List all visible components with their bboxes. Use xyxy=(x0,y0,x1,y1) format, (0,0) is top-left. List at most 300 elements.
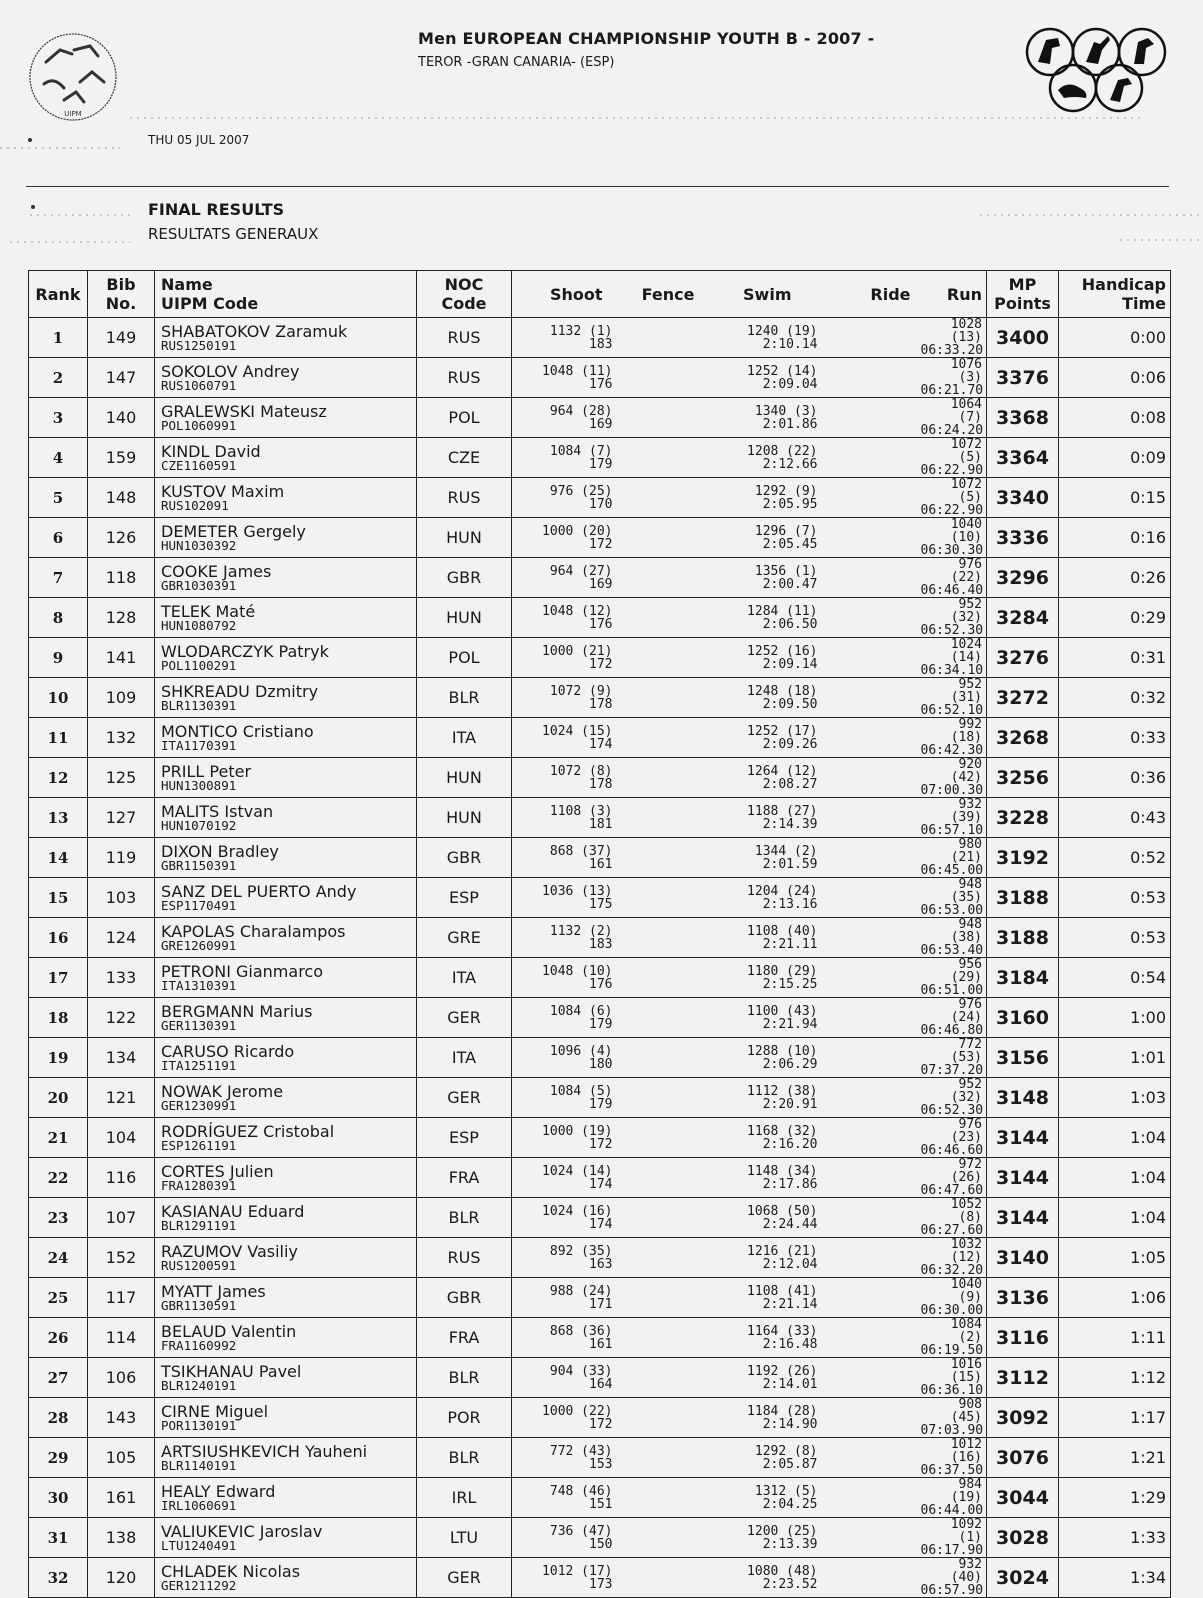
cell-shoot xyxy=(512,1158,617,1198)
cell-handicap: 0:32 xyxy=(1059,678,1171,718)
cell-ride xyxy=(822,438,917,478)
cell-run xyxy=(917,1398,987,1438)
cell-fence xyxy=(617,478,707,518)
cell-mp-points: 3112 xyxy=(987,1358,1059,1398)
cell-handicap: 0:53 xyxy=(1059,878,1171,918)
cell-fence xyxy=(617,838,707,878)
cell-ride xyxy=(822,758,917,798)
cell-run xyxy=(917,958,987,998)
col-noc-line2: Code xyxy=(441,294,487,313)
table-row xyxy=(29,798,1171,838)
cell-shoot xyxy=(512,678,617,718)
cell-noc: BLR xyxy=(417,678,512,718)
cell-ride xyxy=(822,1278,917,1318)
cell-mp-points: 3188 xyxy=(987,918,1059,958)
cell-name xyxy=(155,798,417,838)
run-score: 1024 (14) xyxy=(950,637,982,665)
cell-rank: 3 xyxy=(29,398,88,438)
shoot-points: 179 xyxy=(589,456,613,472)
swim-score: 1288 (10) xyxy=(747,1043,818,1059)
uipm-code: BLR1291191 xyxy=(161,1217,237,1233)
cell-bib: 125 xyxy=(88,758,155,798)
shoot-score: 1072 (8) xyxy=(549,763,613,779)
cell-rank: 4 xyxy=(29,438,88,478)
run-time: 06:42.30 xyxy=(920,743,984,758)
run-time: 06:22.90 xyxy=(920,463,984,478)
cell-noc: GER xyxy=(417,998,512,1038)
swim-time: 2:17.86 xyxy=(762,1176,818,1192)
cell-ride xyxy=(822,1078,917,1118)
swim-score: 1284 (11) xyxy=(747,603,818,619)
swim-score: 1168 (32) xyxy=(747,1123,818,1139)
cell-swim xyxy=(707,878,822,918)
cell-ride xyxy=(822,358,917,398)
cell-mp-points: 3272 xyxy=(987,678,1059,718)
uipm-code: POL1100291 xyxy=(161,657,237,673)
run-score: 1072 (5) xyxy=(950,437,982,465)
cell-shoot xyxy=(512,758,617,798)
cell-name xyxy=(155,478,417,518)
uipm-code: HUN1070192 xyxy=(161,817,237,833)
run-score: 948 (35) xyxy=(950,877,982,905)
col-bib-line1: Bib xyxy=(106,275,136,294)
cell-name xyxy=(155,558,417,598)
shoot-points: 176 xyxy=(589,376,613,392)
logo-text: UIPM xyxy=(64,110,82,118)
cell-handicap: 0:54 xyxy=(1059,958,1171,998)
cell-bib: 107 xyxy=(88,1198,155,1238)
cell-ride xyxy=(822,998,917,1038)
cell-fence xyxy=(617,1318,707,1358)
cell-run xyxy=(917,1278,987,1318)
cell-shoot xyxy=(512,318,617,358)
cell-run xyxy=(917,438,987,478)
cell-shoot xyxy=(512,1118,617,1158)
athlete-name: WLODARCZYK Patryk xyxy=(161,641,329,661)
cell-run xyxy=(917,478,987,518)
swim-score: 1192 (26) xyxy=(747,1363,818,1379)
shoot-score: 1012 (17) xyxy=(542,1563,613,1579)
shoot-points: 161 xyxy=(589,1336,613,1352)
shoot-score: 868 (36) xyxy=(549,1323,613,1339)
cell-fence xyxy=(617,1238,707,1278)
cell-noc: BLR xyxy=(417,1438,512,1478)
table-row xyxy=(29,598,1171,638)
event-date: THU 05 JUL 2007 xyxy=(148,133,250,147)
cell-run xyxy=(917,918,987,958)
cell-name xyxy=(155,518,417,558)
cell-rank: 26 xyxy=(29,1318,88,1358)
cell-swim xyxy=(707,318,822,358)
cell-noc: BLR xyxy=(417,1198,512,1238)
cell-ride xyxy=(822,598,917,638)
shoot-points: 163 xyxy=(589,1256,613,1272)
cell-name xyxy=(155,358,417,398)
cell-fence xyxy=(617,718,707,758)
swim-score: 1204 (24) xyxy=(747,883,818,899)
cell-rank: 16 xyxy=(29,918,88,958)
cell-rank: 2 xyxy=(29,358,88,398)
cell-ride xyxy=(822,638,917,678)
cell-mp-points: 3228 xyxy=(987,798,1059,838)
run-score: 1040 (9) xyxy=(950,1277,982,1305)
cell-bib: 138 xyxy=(88,1518,155,1558)
run-time: 06:46.60 xyxy=(920,1143,984,1158)
cell-name xyxy=(155,1518,417,1558)
cell-run xyxy=(917,1518,987,1558)
table-row xyxy=(29,878,1171,918)
cell-ride xyxy=(822,798,917,838)
cell-bib: 126 xyxy=(88,518,155,558)
cell-mp-points: 3024 xyxy=(987,1558,1059,1598)
table-row xyxy=(29,1038,1171,1078)
cell-rank: 12 xyxy=(29,758,88,798)
cell-ride xyxy=(822,918,917,958)
table-row xyxy=(29,1198,1171,1238)
cell-ride xyxy=(822,1118,917,1158)
uipm-code: ESP1170491 xyxy=(161,897,237,913)
shoot-points: 171 xyxy=(589,1296,613,1312)
cell-mp-points: 3192 xyxy=(987,838,1059,878)
athlete-name: KASIANAU Eduard xyxy=(161,1201,305,1221)
run-time: 06:46.80 xyxy=(920,1023,984,1038)
cell-noc: BLR xyxy=(417,1358,512,1398)
run-time: 06:37.50 xyxy=(920,1463,984,1478)
cell-bib: 161 xyxy=(88,1478,155,1518)
swim-score: 1356 (1) xyxy=(754,563,818,579)
shoot-points: 172 xyxy=(589,1416,613,1432)
cell-noc: LTU xyxy=(417,1518,512,1558)
swim-time: 2:12.66 xyxy=(762,456,818,472)
swim-score: 1184 (28) xyxy=(747,1403,818,1419)
cell-ride xyxy=(822,1478,917,1518)
header-divider xyxy=(26,186,1169,187)
cell-run xyxy=(917,518,987,558)
swim-score: 1248 (18) xyxy=(747,683,818,699)
shoot-score: 1132 (1) xyxy=(549,323,613,339)
athlete-name: ARTSIUSHKEVICH Yauheni xyxy=(161,1441,368,1461)
cell-bib: 114 xyxy=(88,1318,155,1358)
cell-fence xyxy=(617,1158,707,1198)
run-time: 06:36.10 xyxy=(920,1383,984,1398)
cell-rank: 30 xyxy=(29,1478,88,1518)
cell-swim xyxy=(707,438,822,478)
run-score: 952 (31) xyxy=(950,677,982,705)
cell-swim xyxy=(707,1558,822,1598)
cell-mp-points: 3368 xyxy=(987,398,1059,438)
cell-mp-points: 3116 xyxy=(987,1318,1059,1358)
cell-bib: 106 xyxy=(88,1358,155,1398)
cell-name xyxy=(155,1358,417,1398)
athlete-name: SANZ DEL PUERTO Andy xyxy=(161,881,357,901)
cell-rank: 22 xyxy=(29,1158,88,1198)
swim-time: 2:05.87 xyxy=(762,1456,818,1472)
cell-bib: 122 xyxy=(88,998,155,1038)
swim-score: 1188 (27) xyxy=(747,803,818,819)
athlete-name: MYATT James xyxy=(161,1281,266,1301)
run-score: 984 (19) xyxy=(950,1477,982,1505)
athlete-name: PETRONI Gianmarco xyxy=(161,961,324,981)
cell-mp-points: 3144 xyxy=(987,1198,1059,1238)
shoot-score: 988 (24) xyxy=(549,1283,613,1299)
shoot-score: 1048 (11) xyxy=(542,363,613,379)
cell-handicap: 1:00 xyxy=(1059,998,1171,1038)
cell-bib: 116 xyxy=(88,1158,155,1198)
cell-bib: 149 xyxy=(88,318,155,358)
cell-name xyxy=(155,398,417,438)
uipm-code: GBR1150391 xyxy=(161,857,237,873)
uipm-code: GER1230991 xyxy=(161,1097,237,1113)
cell-bib: 127 xyxy=(88,798,155,838)
athlete-name: CHLADEK Nicolas xyxy=(161,1561,301,1581)
cell-run xyxy=(917,638,987,678)
cell-rank: 13 xyxy=(29,798,88,838)
uipm-code: ITA1310391 xyxy=(161,977,237,993)
cell-name xyxy=(155,1478,417,1518)
cell-ride xyxy=(822,398,917,438)
results-heading-fr: RESULTATS GENERAUX xyxy=(148,225,319,243)
cell-mp-points: 3092 xyxy=(987,1398,1059,1438)
swim-score: 1312 (5) xyxy=(754,1483,818,1499)
cell-ride xyxy=(822,1038,917,1078)
cell-ride xyxy=(822,1318,917,1358)
cell-shoot xyxy=(512,1558,617,1598)
cell-ride xyxy=(822,1398,917,1438)
run-time: 06:52.30 xyxy=(920,623,984,638)
athlete-name: BERGMANN Marius xyxy=(161,1001,313,1021)
run-time: 06:53.40 xyxy=(920,943,984,958)
table-row xyxy=(29,318,1171,358)
cell-swim xyxy=(707,358,822,398)
run-score: 1012 (16) xyxy=(950,1437,982,1465)
shoot-points: 183 xyxy=(589,336,613,352)
cell-run xyxy=(917,1438,987,1478)
cell-shoot xyxy=(512,1078,617,1118)
run-score: 1040 (10) xyxy=(950,517,982,545)
cell-shoot xyxy=(512,398,617,438)
swim-score: 1344 (2) xyxy=(754,843,818,859)
col-noc-line1: NOC xyxy=(444,275,484,294)
run-score: 1072 (5) xyxy=(950,477,982,505)
cell-mp-points: 3028 xyxy=(987,1518,1059,1558)
swim-time: 2:12.04 xyxy=(762,1256,818,1272)
cell-noc: RUS xyxy=(417,318,512,358)
cell-handicap: 1:04 xyxy=(1059,1198,1171,1238)
cell-rank: 7 xyxy=(29,558,88,598)
cell-run xyxy=(917,758,987,798)
shoot-points: 176 xyxy=(589,616,613,632)
cell-swim xyxy=(707,558,822,598)
cell-name xyxy=(155,1078,417,1118)
cell-ride xyxy=(822,478,917,518)
cell-run xyxy=(917,878,987,918)
athlete-name: KINDL David xyxy=(161,441,261,461)
cell-mp-points: 3148 xyxy=(987,1078,1059,1118)
run-time: 06:30.30 xyxy=(920,543,984,558)
cell-mp-points: 3400 xyxy=(987,318,1059,358)
cell-handicap: 1:04 xyxy=(1059,1158,1171,1198)
table-row xyxy=(29,1158,1171,1198)
run-score: 976 (22) xyxy=(950,557,982,585)
cell-handicap: 0:26 xyxy=(1059,558,1171,598)
swim-score: 1208 (22) xyxy=(747,443,818,459)
cell-shoot xyxy=(512,998,617,1038)
cell-swim xyxy=(707,958,822,998)
col-rank: Rank xyxy=(29,271,88,318)
run-score: 932 (39) xyxy=(950,797,982,825)
col-mp-points xyxy=(987,271,1059,318)
cell-noc: ITA xyxy=(417,718,512,758)
shoot-points: 178 xyxy=(589,776,613,792)
swim-time: 2:00.47 xyxy=(762,576,818,592)
cell-name xyxy=(155,438,417,478)
run-score: 952 (32) xyxy=(950,597,982,625)
table-row xyxy=(29,1478,1171,1518)
cell-swim xyxy=(707,718,822,758)
swim-time: 2:15.25 xyxy=(762,976,818,992)
run-time: 06:33.20 xyxy=(920,343,984,358)
cell-mp-points: 3276 xyxy=(987,638,1059,678)
uipm-code: HUN1030392 xyxy=(161,537,237,553)
cell-mp-points: 3268 xyxy=(987,718,1059,758)
run-score: 952 (32) xyxy=(950,1077,982,1105)
cell-bib: 134 xyxy=(88,1038,155,1078)
cell-fence xyxy=(617,1438,707,1478)
cell-run xyxy=(917,358,987,398)
cell-handicap: 0:08 xyxy=(1059,398,1171,438)
col-ride: Ride xyxy=(822,271,917,318)
cell-name xyxy=(155,638,417,678)
swim-time: 2:08.27 xyxy=(762,776,818,792)
cell-fence xyxy=(617,518,707,558)
cell-handicap: 0:15 xyxy=(1059,478,1171,518)
cell-fence xyxy=(617,1118,707,1158)
swim-time: 2:05.45 xyxy=(762,536,818,552)
run-time: 06:53.00 xyxy=(920,903,984,918)
cell-fence xyxy=(617,1358,707,1398)
swim-score: 1164 (33) xyxy=(747,1323,818,1339)
athlete-name: VALIUKEVIC Jaroslav xyxy=(161,1521,323,1541)
table-row xyxy=(29,1238,1171,1278)
cell-name xyxy=(155,758,417,798)
cell-run xyxy=(917,1318,987,1358)
cell-run xyxy=(917,718,987,758)
run-time: 06:22.90 xyxy=(920,503,984,518)
cell-noc: HUN xyxy=(417,758,512,798)
swim-time: 2:14.90 xyxy=(762,1416,818,1432)
cell-noc: IRL xyxy=(417,1478,512,1518)
shoot-points: 169 xyxy=(589,576,613,592)
cell-mp-points: 3136 xyxy=(987,1278,1059,1318)
shoot-score: 904 (33) xyxy=(549,1363,613,1379)
shoot-score: 1000 (19) xyxy=(542,1123,613,1139)
cell-rank: 18 xyxy=(29,998,88,1038)
shoot-points: 173 xyxy=(589,1576,613,1592)
cell-shoot xyxy=(512,918,617,958)
cell-swim xyxy=(707,1278,822,1318)
cell-handicap: 0:06 xyxy=(1059,358,1171,398)
run-score: 972 (26) xyxy=(950,1157,982,1185)
cell-swim xyxy=(707,1438,822,1478)
cell-swim xyxy=(707,998,822,1038)
cell-mp-points: 3376 xyxy=(987,358,1059,398)
swim-time: 2:24.44 xyxy=(762,1216,818,1232)
cell-rank: 1 xyxy=(29,318,88,358)
table-row xyxy=(29,1118,1171,1158)
shoot-points: 183 xyxy=(589,936,613,952)
cell-mp-points: 3284 xyxy=(987,598,1059,638)
swim-time: 2:04.25 xyxy=(762,1496,818,1512)
col-hc-line1: Handicap xyxy=(1081,275,1166,294)
shoot-points: 175 xyxy=(589,896,613,912)
cell-bib: 132 xyxy=(88,718,155,758)
run-score: 1064 (7) xyxy=(950,397,982,425)
cell-rank: 27 xyxy=(29,1358,88,1398)
cell-noc: HUN xyxy=(417,598,512,638)
swim-score: 1112 (38) xyxy=(747,1083,818,1099)
swim-score: 1108 (41) xyxy=(747,1283,818,1299)
cell-swim xyxy=(707,1078,822,1118)
shoot-score: 1132 (2) xyxy=(549,923,613,939)
cell-name xyxy=(155,598,417,638)
cell-bib: 152 xyxy=(88,1238,155,1278)
cell-run xyxy=(917,1118,987,1158)
swim-score: 1252 (17) xyxy=(747,723,818,739)
cell-bib: 105 xyxy=(88,1438,155,1478)
cell-handicap: 1:05 xyxy=(1059,1238,1171,1278)
cell-mp-points: 3160 xyxy=(987,998,1059,1038)
athlete-name: DEMETER Gergely xyxy=(161,521,306,541)
shoot-score: 1024 (14) xyxy=(542,1163,613,1179)
swim-score: 1340 (3) xyxy=(754,403,818,419)
swim-time: 2:06.29 xyxy=(762,1056,818,1072)
shoot-score: 1084 (5) xyxy=(549,1083,613,1099)
cell-noc: CZE xyxy=(417,438,512,478)
cell-fence xyxy=(617,438,707,478)
cell-shoot xyxy=(512,1438,617,1478)
cell-fence xyxy=(617,1478,707,1518)
cell-rank: 32 xyxy=(29,1558,88,1598)
run-time: 06:32.20 xyxy=(920,1263,984,1278)
cell-swim xyxy=(707,1118,822,1158)
table-row xyxy=(29,1438,1171,1478)
cell-rank: 9 xyxy=(29,638,88,678)
cell-name xyxy=(155,838,417,878)
cell-ride xyxy=(822,958,917,998)
col-name-line1: Name xyxy=(161,275,213,294)
run-time: 06:45.00 xyxy=(920,863,984,878)
cell-bib: 159 xyxy=(88,438,155,478)
cell-mp-points: 3156 xyxy=(987,1038,1059,1078)
cell-handicap: 1:21 xyxy=(1059,1438,1171,1478)
col-handicap xyxy=(1059,271,1171,318)
col-swim: Swim xyxy=(707,271,822,318)
cell-run xyxy=(917,598,987,638)
swim-score: 1068 (50) xyxy=(747,1203,818,1219)
cell-run xyxy=(917,1158,987,1198)
cell-name xyxy=(155,1558,417,1598)
cell-noc: GRE xyxy=(417,918,512,958)
run-score: 920 (42) xyxy=(950,757,982,785)
cell-name xyxy=(155,1198,417,1238)
cell-mp-points: 3144 xyxy=(987,1158,1059,1198)
cell-noc: GER xyxy=(417,1078,512,1118)
swim-score: 1200 (25) xyxy=(747,1523,818,1539)
cell-handicap: 1:12 xyxy=(1059,1358,1171,1398)
swim-score: 1292 (8) xyxy=(754,1443,818,1459)
shoot-score: 964 (28) xyxy=(549,403,613,419)
cell-fence xyxy=(617,678,707,718)
